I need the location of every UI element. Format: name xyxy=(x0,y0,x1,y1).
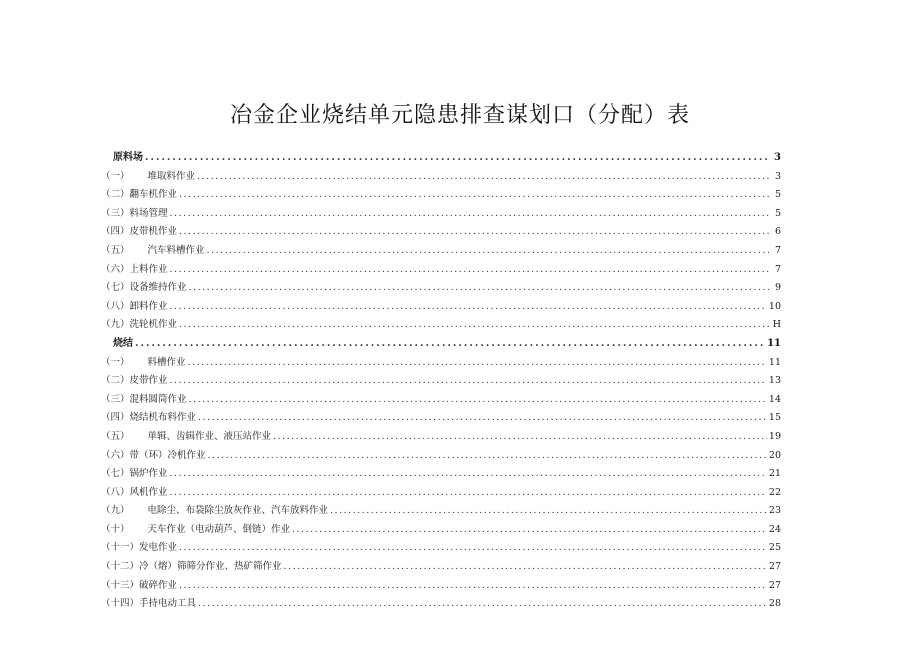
toc-page-number: 13 xyxy=(768,375,781,387)
toc-item-number: （六） xyxy=(101,263,130,275)
toc-item-label: 破碎作业 xyxy=(139,579,178,591)
toc-page-number: 21 xyxy=(768,468,781,480)
toc-item-row[interactable] xyxy=(101,595,781,614)
toc-dot-leader xyxy=(170,205,769,224)
toc-item-label: 洗轮机作业 xyxy=(129,319,178,331)
toc-dot-leader xyxy=(179,316,769,335)
toc-item-number: （十一） xyxy=(101,542,140,554)
toc-page-number: H xyxy=(772,319,781,331)
toc-item-label: 堆取料作业 xyxy=(147,170,196,182)
toc-item-number: （九） xyxy=(101,505,130,517)
toc-item-row[interactable] xyxy=(101,484,781,503)
toc-item-number: （五） xyxy=(101,430,130,442)
toc-page-number: 9 xyxy=(774,282,781,294)
toc-dot-leader xyxy=(145,149,769,168)
toc-dot-leader xyxy=(170,484,767,503)
toc-item-number: （十二） xyxy=(101,561,140,573)
toc-item-number: （十） xyxy=(101,523,130,535)
toc-item-number: （五） xyxy=(101,244,130,256)
toc-item-row[interactable] xyxy=(101,279,781,298)
toc-item-row[interactable] xyxy=(101,316,781,335)
toc-item-number: （二） xyxy=(101,189,130,201)
toc-item-label: 单辑、齿辑作业、液压站作业 xyxy=(147,430,272,442)
toc-item-label: 汽车料槽作业 xyxy=(147,244,205,256)
toc-item-row[interactable] xyxy=(101,168,781,187)
toc-item-number: （九） xyxy=(101,319,130,331)
toc-item-label: 天车作业（电动葫芦、倒链）作业 xyxy=(147,523,291,535)
table-of-contents xyxy=(101,149,781,614)
toc-item-row[interactable] xyxy=(101,261,781,280)
toc-dot-leader xyxy=(170,261,769,280)
toc-item-number: （二） xyxy=(101,375,130,387)
toc-item-number: （八） xyxy=(101,486,130,498)
toc-page-number: 15 xyxy=(768,412,781,424)
toc-item-row[interactable] xyxy=(101,502,781,521)
toc-item-row[interactable] xyxy=(101,447,781,466)
toc-page-number: 7 xyxy=(774,244,781,256)
toc-item-label: 原料场 xyxy=(113,152,143,163)
toc-item-label: 料槽作业 xyxy=(147,356,186,368)
toc-item-label: 皮带作业 xyxy=(129,375,168,387)
toc-section-row[interactable] xyxy=(101,335,781,354)
toc-item-label: 手持电动工具 xyxy=(139,598,197,610)
toc-page-number: 22 xyxy=(768,486,781,498)
toc-item-label: 上料作业 xyxy=(129,263,168,275)
toc-dot-leader xyxy=(207,242,769,261)
toc-item-number: （三） xyxy=(101,393,130,405)
toc-page-number: 7 xyxy=(774,263,781,275)
toc-page-number: 11 xyxy=(768,356,781,368)
toc-page-number: 24 xyxy=(768,523,781,535)
toc-item-label: 设备维持作业 xyxy=(129,282,187,294)
toc-item-label: 混料圆筒作业 xyxy=(129,393,187,405)
toc-item-row[interactable] xyxy=(101,521,781,540)
toc-dot-leader xyxy=(189,391,767,410)
toc-dot-leader xyxy=(284,558,767,577)
document-title: 冶金企业烧结单元隐患排查谋划口（分配）表 xyxy=(229,103,690,128)
toc-item-number: （四） xyxy=(101,226,130,238)
toc-dot-leader xyxy=(179,577,767,596)
toc-item-label: 风机作业 xyxy=(129,486,168,498)
toc-item-number: （八） xyxy=(101,300,130,312)
toc-item-row[interactable] xyxy=(101,558,781,577)
toc-page-number: 19 xyxy=(768,430,781,442)
toc-dot-leader xyxy=(179,223,769,242)
toc-item-label: 皮带机作业 xyxy=(129,226,178,238)
toc-dot-leader xyxy=(179,539,767,558)
toc-item-row[interactable] xyxy=(101,539,781,558)
toc-dot-leader xyxy=(208,447,767,466)
toc-page-number: 25 xyxy=(768,542,781,554)
toc-page-number: 3 xyxy=(774,170,781,182)
toc-item-row[interactable] xyxy=(101,205,781,224)
toc-item-row[interactable] xyxy=(101,409,781,428)
toc-item-row[interactable] xyxy=(101,223,781,242)
toc-dot-leader xyxy=(292,521,767,540)
toc-page-number: 6 xyxy=(774,226,781,238)
toc-item-number: （十四） xyxy=(101,598,140,610)
toc-dot-leader xyxy=(170,298,767,317)
toc-dot-leader xyxy=(197,168,769,187)
toc-item-label: 翻车机作业 xyxy=(129,189,178,201)
toc-dot-leader xyxy=(179,186,769,205)
toc-dot-leader xyxy=(135,335,765,354)
toc-item-number: （七） xyxy=(101,468,130,480)
toc-item-label: 料场管理 xyxy=(129,207,168,219)
toc-page-number: 10 xyxy=(768,300,781,312)
toc-item-label: 烧结机布料作业 xyxy=(129,412,197,424)
toc-page-number: 3 xyxy=(774,152,781,163)
toc-item-row[interactable] xyxy=(101,465,781,484)
toc-item-row[interactable] xyxy=(101,354,781,373)
toc-item-label: 发电作业 xyxy=(139,542,178,554)
toc-item-row[interactable] xyxy=(101,428,781,447)
toc-page-number: 20 xyxy=(768,449,781,461)
toc-page-number: 14 xyxy=(768,393,781,405)
toc-item-label: 电除尘、布袋除尘放灰作业、汽车放料作业 xyxy=(147,505,329,517)
toc-item-row[interactable] xyxy=(101,577,781,596)
toc-item-number: （六） xyxy=(101,449,130,461)
toc-item-row[interactable] xyxy=(101,298,781,317)
toc-dot-leader xyxy=(170,465,767,484)
toc-page-number: 5 xyxy=(774,189,781,201)
toc-dot-leader xyxy=(273,428,767,447)
toc-item-number: （一） xyxy=(101,356,130,368)
toc-item-row[interactable] xyxy=(101,391,781,410)
toc-dot-leader xyxy=(198,409,767,428)
toc-page-number: 27 xyxy=(768,561,781,573)
toc-page-number: 28 xyxy=(768,598,781,610)
toc-item-label: 带（环）冷机作业 xyxy=(129,449,206,461)
toc-dot-leader xyxy=(188,354,767,373)
toc-item-number: （七） xyxy=(101,282,130,294)
toc-page-number: 27 xyxy=(768,579,781,591)
toc-item-number: （三） xyxy=(101,207,130,219)
toc-page-number: 11 xyxy=(767,337,781,349)
toc-item-number: （四） xyxy=(101,412,130,424)
toc-dot-leader xyxy=(189,279,769,298)
toc-item-label: 冷（熔）筛筛分作业、热矿筛作业 xyxy=(139,561,282,573)
toc-dot-leader xyxy=(198,595,767,614)
toc-item-label: 锅炉作业 xyxy=(129,468,168,480)
toc-page-number: 5 xyxy=(774,207,781,219)
toc-item-row[interactable] xyxy=(101,242,781,261)
toc-item-number: （一） xyxy=(101,170,130,182)
toc-item-row[interactable] xyxy=(101,186,781,205)
toc-section-row[interactable] xyxy=(101,149,781,168)
toc-page-number: 23 xyxy=(768,505,781,517)
toc-item-label: 卸料作业 xyxy=(129,300,168,312)
toc-item-row[interactable] xyxy=(101,372,781,391)
toc-dot-leader xyxy=(170,372,767,391)
toc-item-label: 烧结 xyxy=(113,337,133,349)
toc-item-number: （十三） xyxy=(101,579,140,591)
toc-dot-leader xyxy=(330,502,767,521)
